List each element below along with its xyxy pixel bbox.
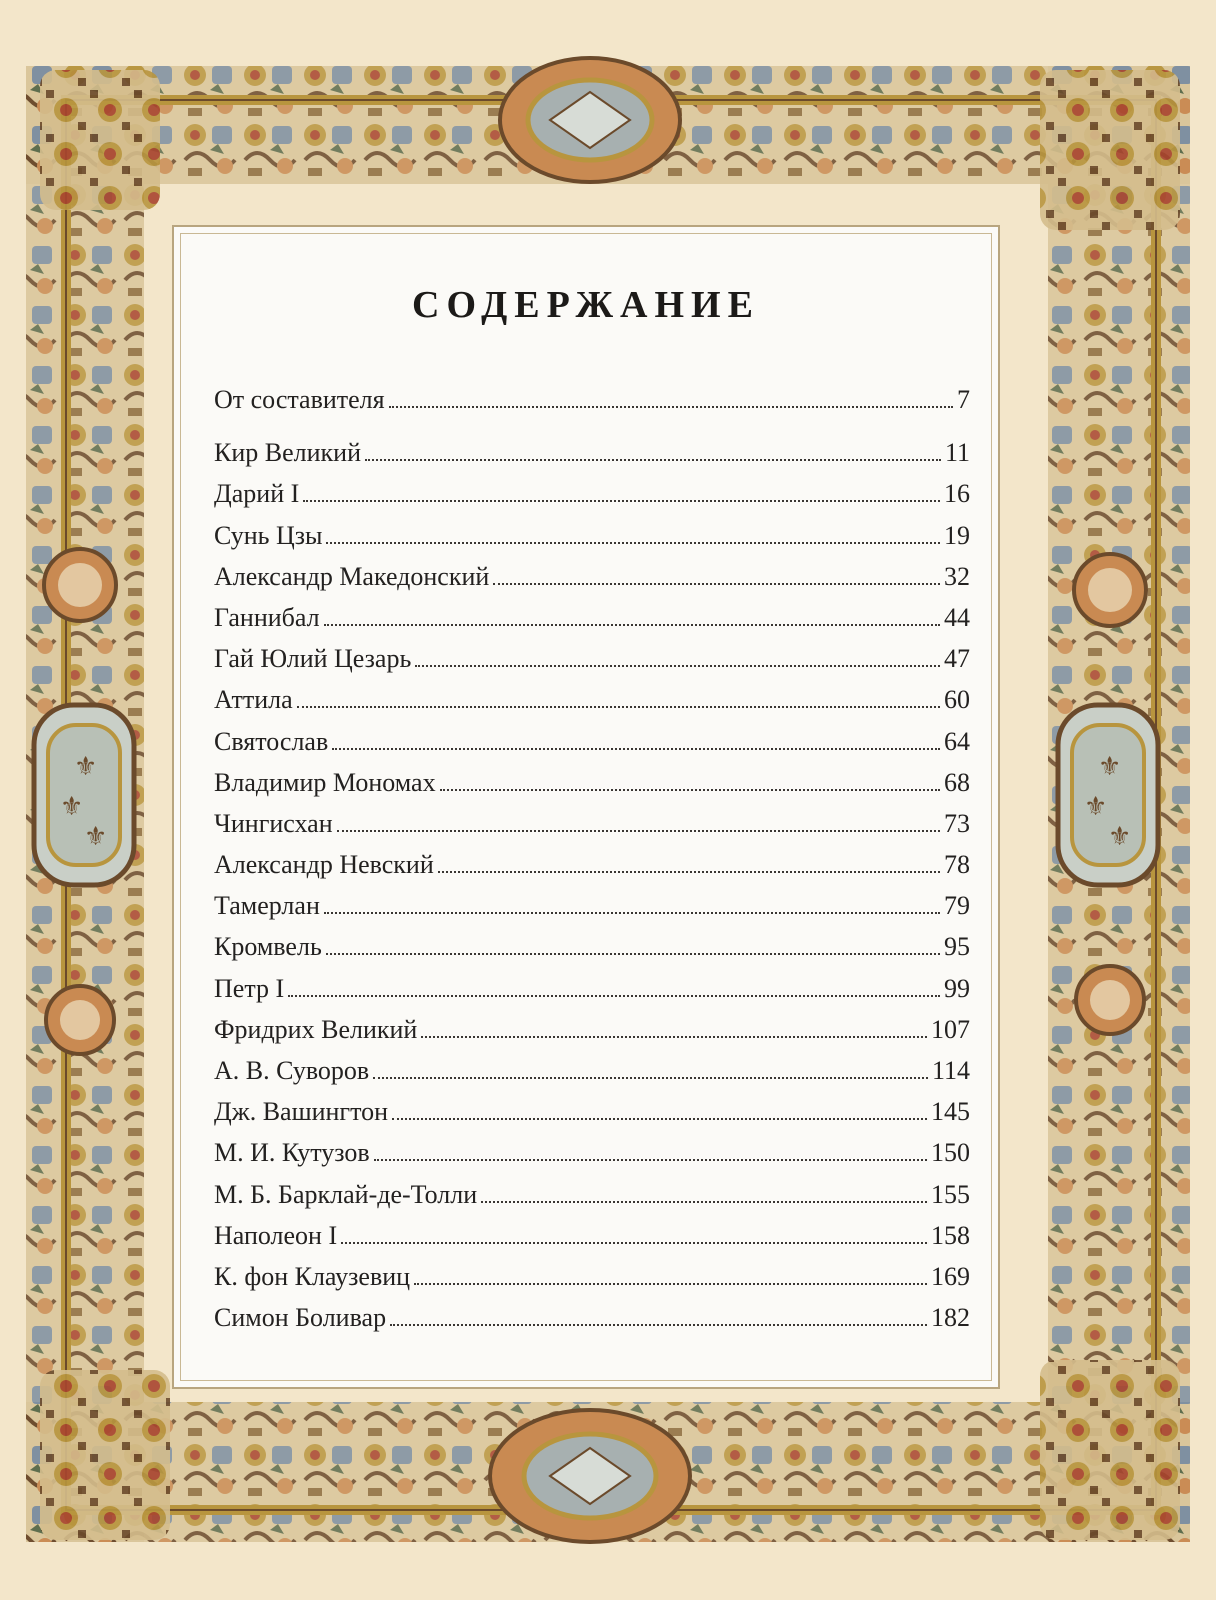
toc-entry-page-number: 158 (931, 1220, 970, 1250)
dot-leader (493, 583, 940, 585)
dot-leader (421, 1036, 927, 1038)
toc-entry-page-number: 78 (944, 850, 970, 880)
toc-entry (214, 603, 970, 644)
toc-entry (214, 1180, 970, 1221)
svg-text:⚜: ⚜ (1098, 752, 1122, 782)
toc-entry (214, 438, 970, 479)
toc-entry-page-number: 79 (944, 891, 970, 921)
toc-entry (214, 1262, 970, 1303)
toc-entry-title: Кир Великий (214, 438, 361, 468)
dot-leader (337, 830, 940, 832)
toc-entry (214, 521, 970, 562)
toc-entry-title: Аттила (214, 685, 293, 715)
dot-leader (332, 748, 940, 750)
toc-entry-page-number: 114 (931, 1056, 970, 1085)
left-mask-upper (44, 549, 116, 621)
toc-entry (214, 1015, 970, 1056)
contents-page (172, 225, 1000, 1389)
left-cartouche (34, 705, 134, 885)
toc-entry-page-number: 64 (944, 726, 970, 756)
svg-text:⚜: ⚜ (1108, 822, 1132, 852)
dot-leader (324, 624, 940, 626)
toc-entry (214, 1303, 970, 1344)
top-cartouche (500, 58, 680, 182)
dot-leader (481, 1201, 927, 1203)
toc-entry-title: Кромвель (214, 932, 322, 962)
toc-entry-title: Ганнибал (214, 602, 320, 632)
dot-leader (415, 665, 940, 667)
toc-entry-title: Дж. Вашингтон (214, 1097, 389, 1127)
toc-entry-page-number: 47 (944, 644, 970, 674)
toc-entry-page-number: 32 (944, 561, 970, 591)
toc-entry (214, 562, 970, 603)
toc-entry-page-number: 68 (944, 767, 970, 797)
dot-leader (392, 1118, 927, 1120)
svg-text:⚜: ⚜ (60, 792, 84, 822)
toc-entry-title: Фридрих Великий (214, 1014, 418, 1044)
page-title: СОДЕРЖАНИЕ (412, 284, 760, 326)
toc-entry (214, 1056, 970, 1097)
toc-entry-page-number: 145 (931, 1097, 970, 1127)
toc-entry-title: Сунь Цзы (214, 520, 323, 550)
dot-leader (341, 1242, 927, 1244)
toc-entry-title: От составителя (214, 385, 385, 414)
table-of-contents (214, 385, 970, 1344)
toc-entry-page-number: 169 (931, 1261, 970, 1291)
toc-entry-title: Симон Боливар (214, 1303, 387, 1333)
toc-entry-page-number: 150 (931, 1138, 970, 1168)
toc-entry-title: А. В. Суворов (214, 1056, 370, 1085)
toc-entry-page-number: 60 (944, 685, 970, 715)
right-cartouche (1058, 705, 1158, 885)
toc-entry (214, 1138, 970, 1179)
toc-entry-title: Наполеон I (214, 1220, 338, 1250)
dot-leader (297, 706, 940, 708)
toc-entry (214, 479, 970, 520)
toc-entry (214, 644, 970, 685)
svg-text:⚜: ⚜ (84, 822, 108, 852)
right-mask-upper (1074, 554, 1146, 626)
toc-entry-title: Гай Юлий Цезарь (214, 644, 412, 674)
toc-entry-title: Тамерлан (214, 891, 320, 921)
toc-entry (214, 1221, 970, 1262)
dot-leader (326, 542, 940, 544)
toc-entry-page-number: 11 (944, 438, 970, 468)
toc-entry (214, 932, 970, 973)
dot-leader (303, 500, 940, 502)
dot-leader (414, 1283, 927, 1285)
dot-leader (288, 995, 940, 997)
right-figure-lower (1076, 966, 1144, 1034)
toc-entry (214, 768, 970, 809)
toc-entry-title: Владимир Мономах (214, 767, 436, 797)
toc-entry-title: М. И. Кутузов (214, 1138, 370, 1168)
toc-entry-title: М. Б. Барклай-де-Толли (214, 1179, 478, 1209)
toc-entry (214, 809, 970, 850)
toc-entry-title: Александр Невский (214, 850, 434, 880)
toc-entry-page-number: 19 (944, 520, 970, 550)
toc-entry (214, 685, 970, 726)
dot-leader (440, 789, 940, 791)
toc-entry (214, 850, 970, 891)
toc-entry-page-number: 7 (957, 385, 970, 414)
toc-entry (214, 727, 970, 768)
dot-leader (389, 406, 953, 408)
toc-entry-title: Петр I (214, 973, 285, 1003)
toc-entry-page-number: 182 (931, 1303, 970, 1333)
toc-entry-page-number: 95 (944, 932, 970, 962)
toc-entry-page-number: 73 (944, 808, 970, 838)
dot-leader (326, 953, 940, 955)
svg-text:⚜: ⚜ (1084, 792, 1108, 822)
left-figure-lower (46, 986, 114, 1054)
toc-entry-page-number: 107 (931, 1014, 970, 1044)
toc-entry (214, 891, 970, 932)
dot-leader (324, 912, 940, 914)
dot-leader (365, 459, 941, 461)
toc-entry-page-number: 16 (944, 479, 970, 509)
bottom-cartouche (490, 1410, 690, 1542)
dot-leader (374, 1159, 927, 1161)
toc-entry-page-number: 99 (944, 973, 970, 1003)
toc-entry (214, 385, 970, 426)
dot-leader (438, 871, 940, 873)
toc-entry-title: Чингисхан (214, 808, 333, 838)
toc-entry-page-number: 44 (944, 602, 970, 632)
toc-entry-title: Святослав (214, 726, 329, 756)
toc-entry (214, 1097, 970, 1138)
toc-entry-title: Александр Македонский (214, 561, 490, 591)
svg-text:⚜: ⚜ (74, 752, 98, 782)
toc-entry-title: К. фон Клаузевиц (214, 1261, 411, 1291)
toc-entry (214, 974, 970, 1015)
toc-entry-page-number: 155 (931, 1179, 970, 1209)
dot-leader (373, 1077, 928, 1079)
toc-entry-title: Дарий I (214, 479, 300, 509)
dot-leader (390, 1324, 927, 1326)
